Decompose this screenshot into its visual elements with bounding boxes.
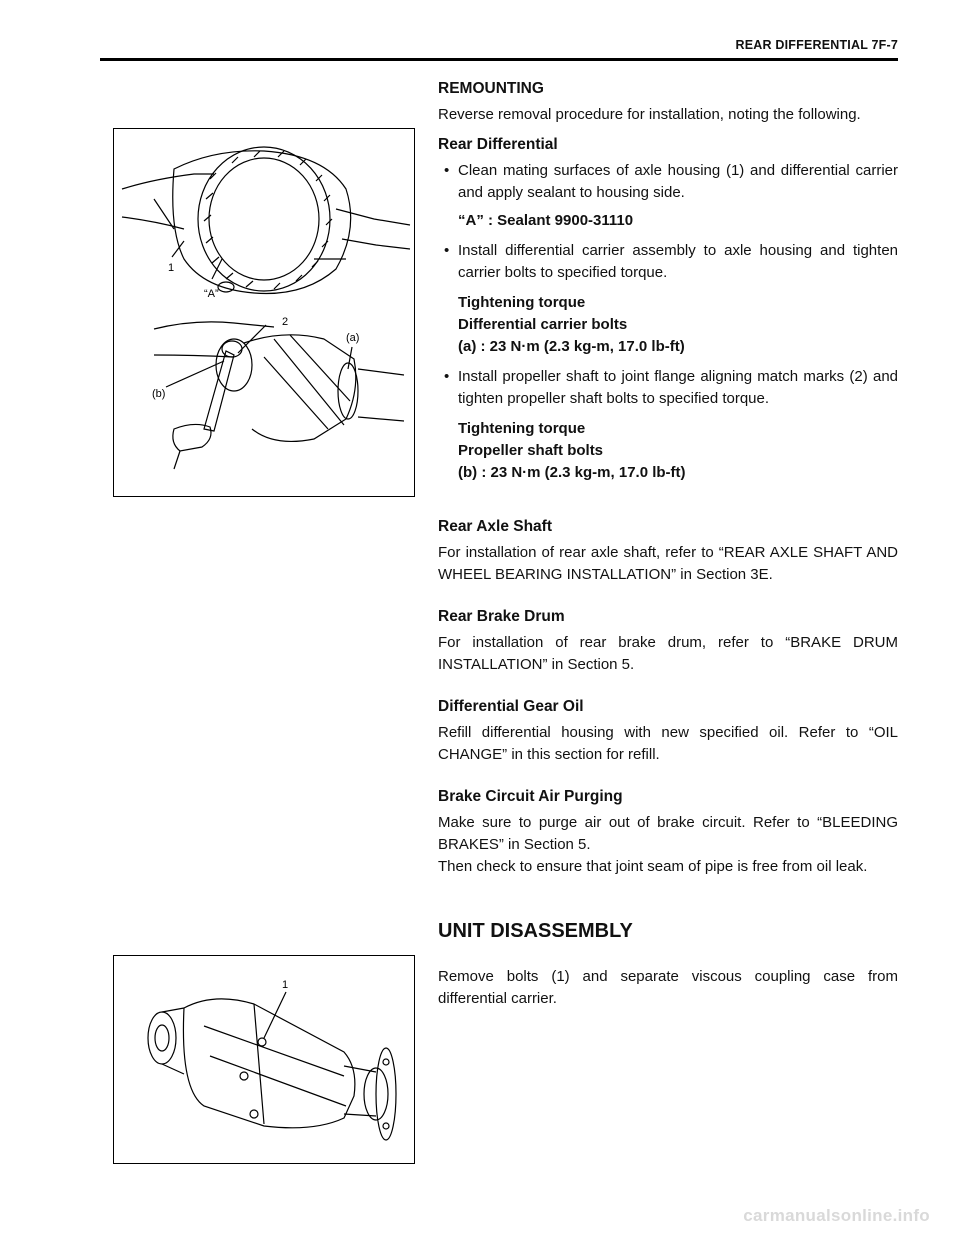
rear-differential-heading: Rear Differential	[438, 136, 558, 153]
bullet-clean-mating	[444, 160, 898, 204]
fig1-label-b-bolt: (b)	[152, 388, 166, 400]
bullet-icon: •	[444, 162, 450, 179]
bullet-text: Install differential carrier assembly to axle housing and tighten carrier bolts to specified torque.	[458, 242, 898, 281]
page-header-title: REAR DIFFERENTIAL 7F-7	[735, 38, 898, 52]
torque-item: Differential carrier bolts	[458, 316, 628, 333]
torque-value: (b) : 23 N·m (2.3 kg-m, 17.0 lb-ft)	[458, 464, 686, 481]
bullet-install-propeller	[444, 366, 898, 410]
differential-gear-oil-text: Refill differential housing with new specified oil. Refer to “OIL CHANGE” in this section for refill.	[438, 724, 898, 763]
rear-axle-shaft-text: For installation of rear axle shaft, refer to “REAR AXLE SHAFT AND WHEEL BEARING INSTALLATION” in Section 3E.	[438, 544, 898, 583]
brake-circuit-heading: Brake Circuit Air Purging	[438, 788, 623, 805]
viscous-coupling-illustration	[114, 956, 414, 1163]
fig1-label-a: “A”	[204, 288, 219, 300]
bullet-icon: •	[444, 368, 450, 385]
bullet-install-carrier	[444, 240, 898, 284]
torque-label: Tightening torque	[458, 294, 586, 311]
sealant-spec: “A” : Sealant 9900-31110	[458, 212, 634, 229]
remounting-heading: REMOUNTING	[438, 80, 544, 97]
rear-brake-drum-text: For installation of rear brake drum, refer to “BRAKE DRUM INSTALLATION” in Section 5.	[438, 634, 898, 673]
fig1-label-a-bolt: (a)	[346, 332, 360, 344]
fig1-label-1: 1	[168, 262, 175, 274]
rear-brake-drum-heading: Rear Brake Drum	[438, 608, 565, 625]
bullet-text: Install propeller shaft to joint flange aligning match marks (2) and tighten propeller shaft bolts to specified torque.	[458, 368, 898, 407]
fig2-label-1: 1	[282, 979, 289, 991]
figure-viscous-coupling	[113, 955, 415, 1164]
torque-spec-carrier	[458, 292, 685, 358]
torque-spec-propeller	[458, 418, 686, 484]
rear-axle-shaft-heading: Rear Axle Shaft	[438, 518, 552, 535]
remounting-intro: Reverse removal procedure for installation, noting the following.	[438, 106, 861, 123]
torque-label: Tightening torque	[458, 420, 586, 437]
header-rule	[100, 58, 898, 61]
brake-circuit-text-1: Make sure to purge air out of brake circuit. Refer to “BLEEDING BRAKES” in Section 5.	[438, 814, 898, 853]
brake-circuit-text-2: Then check to ensure that joint seam of pipe is free from oil leak.	[438, 858, 868, 875]
torque-item: Propeller shaft bolts	[458, 442, 604, 459]
unit-disassembly-text: Remove bolts (1) and separate viscous coupling case from differential carrier.	[438, 968, 898, 1007]
figure-axle-housing-installation	[113, 128, 415, 497]
torque-value: (a) : 23 N·m (2.3 kg-m, 17.0 lb-ft)	[458, 338, 685, 355]
footer-watermark: carmanualsonline.info	[743, 1206, 930, 1225]
unit-disassembly-heading: UNIT DISASSEMBLY	[438, 920, 633, 942]
bullet-icon: •	[444, 242, 450, 259]
bullet-text: Clean mating surfaces of axle housing (1) and differential carrier and apply sealant to housing side.	[458, 162, 898, 201]
fig1-label-2: 2	[282, 316, 289, 328]
axle-housing-illustration	[114, 129, 414, 496]
differential-gear-oil-heading: Differential Gear Oil	[438, 698, 584, 715]
